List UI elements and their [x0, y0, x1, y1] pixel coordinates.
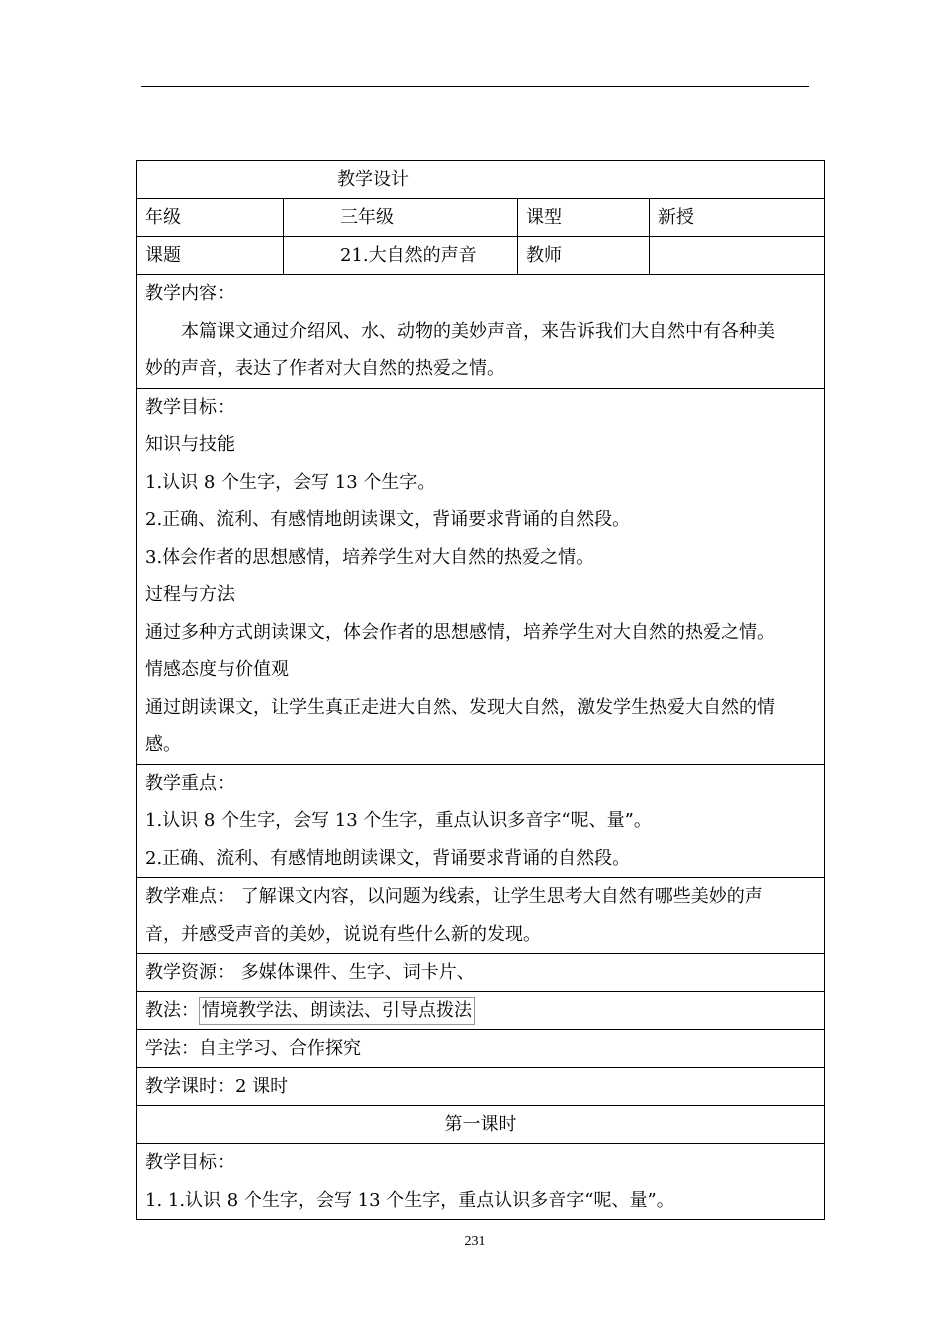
objective-item: 2.正确、流利、有感情地朗读课文，背诵要求背诵的自然段。: [145, 509, 631, 530]
type-label: 课型: [518, 199, 650, 237]
lesson-plan-table: [136, 160, 825, 1220]
content-row: [137, 275, 825, 389]
objective-item: 通过朗读课文，让学生真正走进大自然、发现大自然，激发学生热爱大自然的情: [145, 696, 775, 718]
content-line: 本篇课文通过介绍风、水、动物的美妙声音，来告诉我们大自然中有各种美: [181, 320, 775, 342]
teacher-value: [650, 237, 825, 275]
hours-cell: 教学课时：2 课时: [137, 1068, 825, 1106]
grade-label: 年级: [137, 199, 284, 237]
content-heading: 教学内容：: [145, 283, 235, 304]
objectives-heading: 教学目标：: [145, 396, 235, 418]
objective-item: 1.认识 8 个生字，会写 13 个生字。: [145, 471, 436, 493]
key-point-item: 1.认识 8 个生字，会写 13 个生字，重点认识多音字“呢、量”。: [145, 810, 652, 831]
first-lesson-heading: 第一课时: [137, 1106, 825, 1144]
teaching-method-row: [137, 992, 825, 1030]
first-objective-item: 1. 1.认识 8 个生字，会写 13 个生字，重点认识多音字“呢、量”。: [145, 1189, 675, 1211]
resources-row: [137, 954, 825, 992]
content-line: 妙的声音，表达了作者对大自然的热爱之情。: [145, 358, 505, 379]
content-cell: [137, 275, 825, 389]
topic-label: 课题: [137, 237, 284, 275]
learning-method-cell: 学法：自主学习、合作探究: [137, 1030, 825, 1068]
first-lesson-row: [137, 1106, 825, 1144]
key-points-cell: [137, 764, 825, 878]
first-objectives-cell: [137, 1144, 825, 1220]
objective-item: 通过多种方式朗读课文，体会作者的思想感情，培养学生对大自然的热爱之情。: [145, 621, 775, 643]
table-title: 教学设计: [137, 161, 825, 199]
difficulty-line: 音，并感受声音的美妙，说说有些什么新的发现。: [145, 923, 541, 945]
topic-row: [137, 237, 825, 275]
key-points-row: [137, 764, 825, 878]
difficulty-row: [137, 878, 825, 954]
key-point-item: 2.正确、流利、有感情地朗读课文，背诵要求背诵的自然段。: [145, 847, 631, 869]
resources-cell: 教学资源： 多媒体课件、生字、词卡片、: [137, 954, 825, 992]
page-number: 231: [464, 1234, 486, 1249]
hours-row: [137, 1068, 825, 1106]
difficulty-line: 教学难点： 了解课文内容，以问题为线索，让学生思考大自然有哪些美妙的声: [145, 886, 763, 907]
objectives-row: [137, 388, 825, 764]
objective-item: 感。: [145, 734, 181, 755]
teaching-method-cell: [137, 992, 825, 1030]
objectives-subheading: 情感态度与价值观: [145, 659, 289, 680]
type-value: 新授: [650, 199, 825, 237]
objective-item: 3.体会作者的思想感情，培养学生对大自然的热爱之情。: [145, 546, 595, 568]
objectives-subheading: 知识与技能: [145, 434, 235, 455]
grade-row: [137, 199, 825, 237]
first-objectives-row: [137, 1144, 825, 1220]
objectives-cell: [137, 388, 825, 764]
teaching-method-label: 教法：: [145, 1000, 199, 1021]
header-rule: [141, 86, 809, 87]
key-points-heading: 教学重点：: [145, 772, 235, 794]
learning-method-row: [137, 1030, 825, 1068]
teaching-method-value: 情境教学法、朗读法、引导点拨法: [199, 997, 475, 1025]
teacher-label: 教师: [518, 237, 650, 275]
grade-value: 三年级: [284, 199, 518, 237]
difficulty-cell: [137, 878, 825, 954]
first-objectives-heading: 教学目标：: [145, 1152, 235, 1173]
title-row: [137, 161, 825, 199]
objectives-subheading: 过程与方法: [145, 584, 235, 605]
topic-value: 21.大自然的声音: [284, 237, 518, 275]
